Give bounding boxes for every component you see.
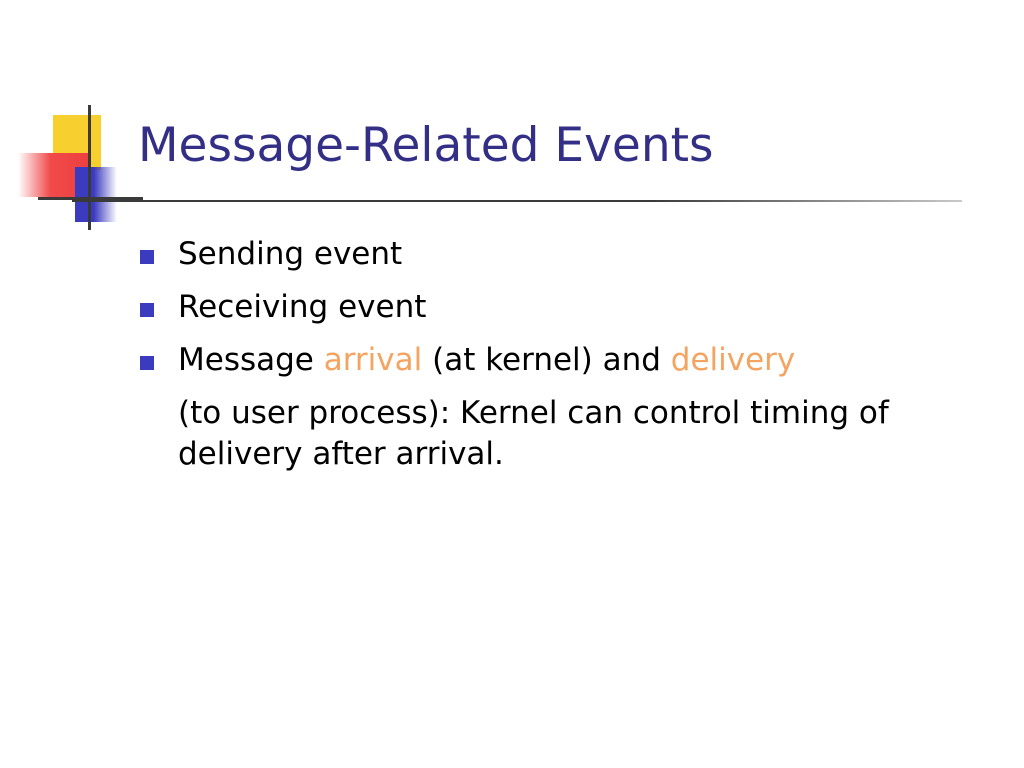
list-item-label xyxy=(178,287,1000,328)
list-item xyxy=(140,287,1000,328)
continuation-text: (to user process): Kernel can control timing of delivery after arrival. xyxy=(178,394,889,472)
bullet-square-icon xyxy=(140,356,154,370)
bullet-list xyxy=(140,234,1000,475)
bullet-square-icon xyxy=(140,250,154,264)
list-item-text-accent-delivery: delivery xyxy=(670,341,796,378)
list-item-text: Receiving event xyxy=(178,288,427,325)
list-item-label xyxy=(178,234,1000,275)
list-item-text-plain-2: (at kernel) and xyxy=(422,341,671,378)
bullet-square-icon xyxy=(140,303,154,317)
decorative-logo xyxy=(18,105,138,230)
list-item xyxy=(140,340,1000,381)
blue-square-icon xyxy=(75,167,117,222)
list-item xyxy=(140,234,1000,275)
list-item-text: Sending event xyxy=(178,236,403,272)
list-item-label xyxy=(178,340,1000,381)
list-item-text-accent-arrival: arrival xyxy=(323,341,423,378)
page-title: Message-Related Events xyxy=(138,118,714,173)
title-divider xyxy=(72,200,962,202)
list-item-text-plain: Message xyxy=(178,341,324,378)
vertical-bar-icon xyxy=(88,105,91,230)
